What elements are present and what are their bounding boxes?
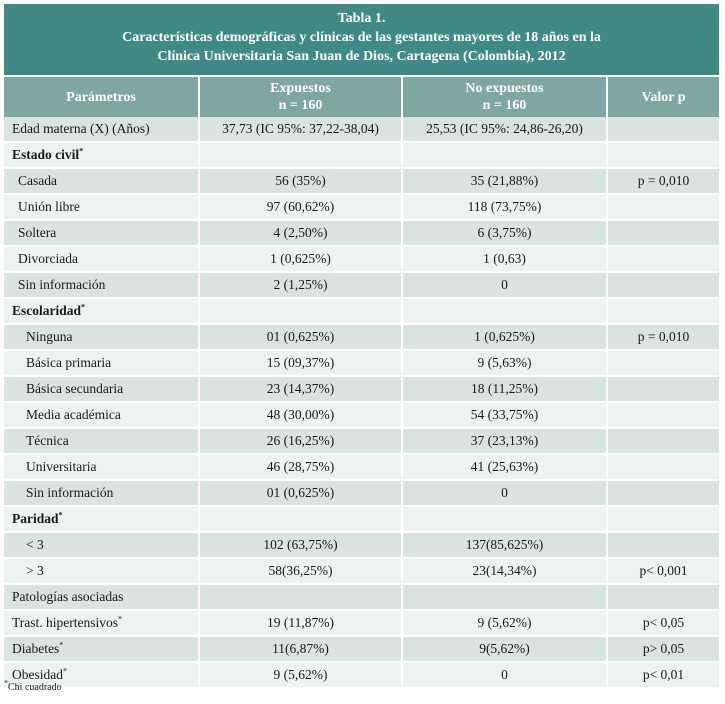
title-line-3: Clínica Universitaria San Juan de Dios, Cartagena (Colombia), 2012 (157, 49, 566, 64)
row-expuestos: 26 (16,25%) (199, 428, 402, 454)
table-row (4, 376, 719, 402)
row-expuestos: 9 (5,62%) (199, 662, 402, 688)
table-row (4, 610, 719, 636)
row-label (4, 636, 199, 662)
row-no-expuestos: 137(85,625%) (402, 532, 607, 558)
section-label-text: Paridad (12, 511, 59, 526)
row-no-expuestos: 0 (402, 480, 607, 506)
header-expuestos (199, 76, 402, 117)
row-expuestos: 11(6,87%) (199, 636, 402, 662)
chi-mark: * (59, 640, 64, 650)
row-label-text: Obesidad (12, 667, 63, 682)
row-expuestos: 58(36,25%) (199, 558, 402, 584)
chi-mark: * (81, 302, 86, 312)
table-row (4, 194, 719, 220)
table-footnote (4, 678, 62, 693)
row-expuestos: 01 (0,625%) (199, 480, 402, 506)
table-row (4, 168, 719, 194)
row-expuestos (199, 584, 402, 610)
row-label: Ninguna (4, 324, 199, 350)
row-no-expuestos: 41 (25,63%) (402, 454, 607, 480)
row-valor-p (607, 117, 719, 142)
row-valor-p: p< 0,05 (607, 610, 719, 636)
chi-mark: * (118, 614, 123, 624)
table-row (4, 272, 719, 298)
chi-mark: * (58, 510, 63, 520)
row-label: Básica primaria (4, 350, 199, 376)
data-table (4, 75, 719, 689)
row-valor-p (607, 272, 719, 298)
row-label: Edad materna (X) (Años) (4, 117, 199, 142)
header-parametros: Parámetros (4, 76, 199, 117)
chi-mark: * (63, 666, 67, 676)
section-row (4, 584, 719, 610)
section-label: Patologías asociadas (4, 584, 199, 610)
row-valor-p (607, 220, 719, 246)
row-label: Sin información (4, 480, 199, 506)
section-row (4, 298, 719, 324)
row-label-text: Trast. hipertensivos (12, 615, 119, 630)
header-expuestos-n: n = 160 (278, 98, 323, 113)
row-valor-p: p> 0,05 (607, 636, 719, 662)
row-label: > 3 (4, 558, 199, 584)
section-label (4, 142, 199, 168)
row-expuestos (199, 298, 402, 324)
row-no-expuestos (402, 142, 607, 168)
row-label-text: Diabetes (12, 641, 60, 656)
row-label: Universitaria (4, 454, 199, 480)
row-expuestos: 01 (0,625%) (199, 324, 402, 350)
row-expuestos (199, 142, 402, 168)
table-container (4, 4, 719, 689)
row-expuestos: 102 (63,75%) (199, 532, 402, 558)
row-valor-p: p< 0,001 (607, 558, 719, 584)
row-expuestos: 23 (14,37%) (199, 376, 402, 402)
row-valor-p (607, 298, 719, 324)
row-valor-p: p = 0,010 (607, 324, 719, 350)
row-valor-p (607, 532, 719, 558)
row-valor-p (607, 506, 719, 532)
row-label: Técnica (4, 428, 199, 454)
row-expuestos: 1 (0,625%) (199, 246, 402, 272)
section-label (4, 298, 199, 324)
row-no-expuestos: 0 (402, 272, 607, 298)
row-valor-p (607, 402, 719, 428)
row-no-expuestos: 118 (73,75%) (402, 194, 607, 220)
table-row (4, 350, 719, 376)
row-no-expuestos (402, 506, 607, 532)
row-no-expuestos: 1 (0,625%) (402, 324, 607, 350)
row-no-expuestos: 6 (3,75%) (402, 220, 607, 246)
section-label-text: Estado civil (12, 147, 80, 162)
row-no-expuestos: 23(14,34%) (402, 558, 607, 584)
row-no-expuestos: 54 (33,75%) (402, 402, 607, 428)
row-valor-p (607, 480, 719, 506)
row-label: Unión libre (4, 194, 199, 220)
header-no-expuestos-n: n = 160 (482, 98, 527, 113)
row-expuestos: 46 (28,75%) (199, 454, 402, 480)
row-expuestos: 48 (30,00%) (199, 402, 402, 428)
header-row (4, 76, 719, 117)
row-no-expuestos: 1 (0,63) (402, 246, 607, 272)
table-row (4, 480, 719, 506)
section-label (4, 506, 199, 532)
header-expuestos-label: Expuestos (270, 81, 331, 96)
row-expuestos: 19 (11,87%) (199, 610, 402, 636)
row-expuestos: 4 (2,50%) (199, 220, 402, 246)
table-row (4, 532, 719, 558)
row-label: < 3 (4, 532, 199, 558)
row-valor-p (607, 194, 719, 220)
row-no-expuestos (402, 298, 607, 324)
row-no-expuestos: 18 (11,25%) (402, 376, 607, 402)
row-no-expuestos: 9 (5,62%) (402, 610, 607, 636)
row-expuestos: 97 (60,62%) (199, 194, 402, 220)
row-expuestos: 37,73 (IC 95%: 37,22-38,04) (199, 117, 402, 142)
row-label: Básica secundaria (4, 376, 199, 402)
table-row (4, 636, 719, 662)
row-expuestos (199, 506, 402, 532)
footnote-text: Chi cuadrado (8, 682, 62, 693)
row-valor-p (607, 376, 719, 402)
chi-mark: * (79, 146, 84, 156)
row-label: Sin información (4, 272, 199, 298)
row-no-expuestos: 9 (5,63%) (402, 350, 607, 376)
row-expuestos: 56 (35%) (199, 168, 402, 194)
row-label: Soltera (4, 220, 199, 246)
row-no-expuestos: 9(5,62%) (402, 636, 607, 662)
table-row (4, 662, 719, 688)
row-expuestos: 15 (09,37%) (199, 350, 402, 376)
row-valor-p (607, 454, 719, 480)
table-row (4, 117, 719, 142)
header-valor-p: Valor p (607, 76, 719, 117)
table-row (4, 558, 719, 584)
row-label (4, 610, 199, 636)
section-row (4, 506, 719, 532)
row-label: Divorciada (4, 246, 199, 272)
row-valor-p (607, 246, 719, 272)
row-label: Casada (4, 168, 199, 194)
table-row (4, 324, 719, 350)
row-no-expuestos: 0 (402, 662, 607, 688)
row-no-expuestos (402, 584, 607, 610)
header-no-expuestos (402, 76, 607, 117)
table-row (4, 428, 719, 454)
row-label: Media académica (4, 402, 199, 428)
table-row (4, 454, 719, 480)
row-no-expuestos: 35 (21,88%) (402, 168, 607, 194)
section-label-text: Escolaridad (12, 303, 82, 318)
row-valor-p: p = 0,010 (607, 168, 719, 194)
table-row (4, 220, 719, 246)
title-line-1: Tabla 1. (337, 11, 386, 26)
section-row (4, 142, 719, 168)
row-valor-p (607, 428, 719, 454)
row-valor-p: p< 0,01 (607, 662, 719, 688)
row-no-expuestos: 37 (23,13%) (402, 428, 607, 454)
table-row (4, 246, 719, 272)
row-valor-p (607, 584, 719, 610)
table-row (4, 402, 719, 428)
row-valor-p (607, 142, 719, 168)
row-no-expuestos: 25,53 (IC 95%: 24,86-26,20) (402, 117, 607, 142)
title-line-2: Características demográficas y clínicas de las gestantes mayores de 18 años en la (122, 30, 601, 45)
row-expuestos: 2 (1,25%) (199, 272, 402, 298)
header-no-expuestos-label: No expuestos (465, 81, 544, 96)
row-valor-p (607, 350, 719, 376)
table-title (4, 4, 719, 75)
footnote-mark: * (4, 678, 8, 688)
